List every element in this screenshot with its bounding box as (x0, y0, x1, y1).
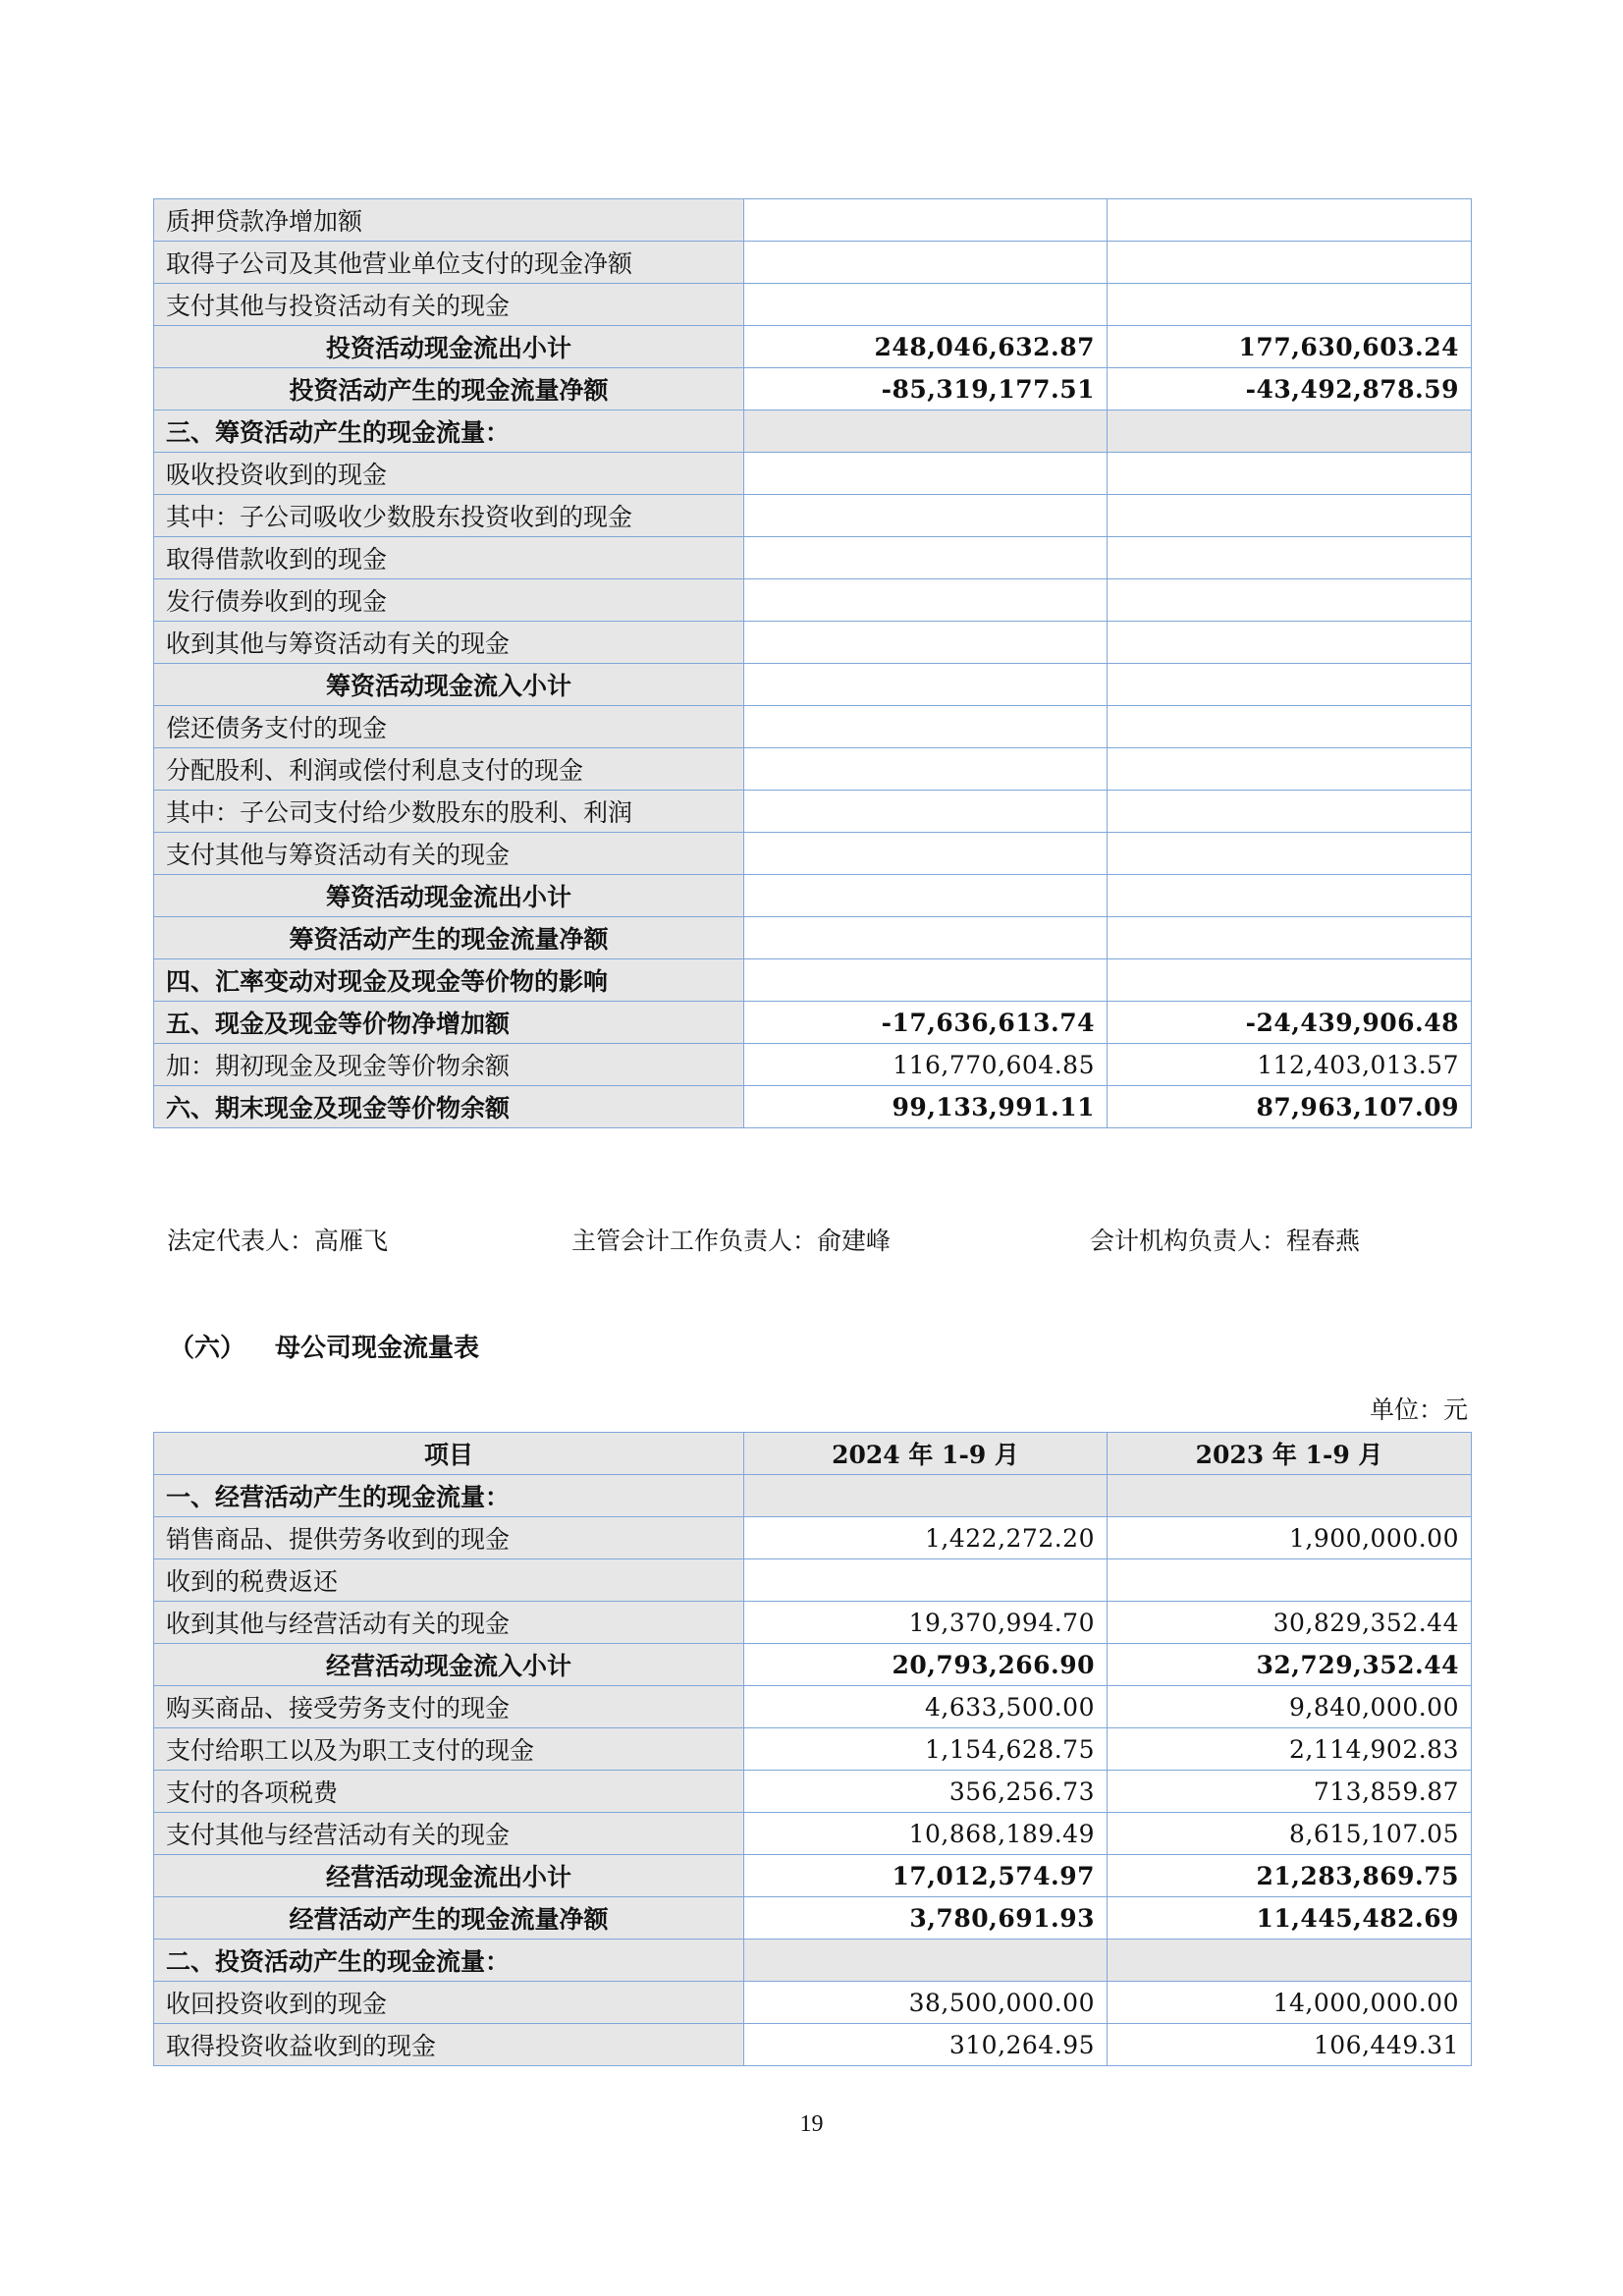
value-2024: 20,793,266.90 (744, 1644, 1108, 1686)
table-row (154, 833, 1472, 875)
table-row (154, 537, 1472, 579)
value-2023 (1108, 579, 1472, 622)
row-label: 五、现金及现金等价物净增加额 (154, 1002, 744, 1044)
value-2023: 14,000,000.00 (1108, 1982, 1472, 2024)
value-2023: 30,829,352.44 (1108, 1602, 1472, 1644)
row-label: 六、期末现金及现金等价物余额 (154, 1086, 744, 1128)
value-2023 (1108, 1475, 1472, 1517)
value-2024: -17,636,613.74 (744, 1002, 1108, 1044)
value-2024 (744, 875, 1108, 917)
value-2023: 32,729,352.44 (1108, 1644, 1472, 1686)
row-label: 取得借款收到的现金 (154, 537, 744, 579)
row-label: 投资活动现金流出小计 (154, 326, 744, 368)
value-2023 (1108, 875, 1472, 917)
header-item: 项目 (154, 1433, 744, 1475)
value-2024 (744, 748, 1108, 791)
table-row (154, 1728, 1472, 1771)
legal-representative-signature: 法定代表人：高雁飞 (167, 1227, 389, 1255)
value-2024 (744, 833, 1108, 875)
value-2024 (744, 917, 1108, 959)
value-2024: 17,012,574.97 (744, 1855, 1108, 1897)
value-2023 (1108, 706, 1472, 748)
value-2023 (1108, 833, 1472, 875)
table-header-row (154, 1433, 1472, 1475)
row-label: 偿还债务支付的现金 (154, 706, 744, 748)
row-label: 一、经营活动产生的现金流量： (154, 1475, 744, 1517)
table-row (154, 1771, 1472, 1813)
row-label: 取得投资收益收到的现金 (154, 2024, 744, 2066)
parent-company-cash-flow-table (153, 1432, 1472, 2066)
table-row (154, 579, 1472, 622)
table-row (154, 622, 1472, 664)
value-2023 (1108, 1559, 1472, 1602)
value-2024 (744, 706, 1108, 748)
value-2023 (1108, 622, 1472, 664)
row-label: 其中：子公司支付给少数股东的股利、利润 (154, 791, 744, 833)
value-2024 (744, 579, 1108, 622)
value-2023 (1108, 242, 1472, 284)
row-label: 收回投资收到的现金 (154, 1982, 744, 2024)
consolidated-cash-flow-table-continued (153, 198, 1472, 1128)
row-label: 筹资活动现金流出小计 (154, 875, 744, 917)
row-label: 支付的各项税费 (154, 1771, 744, 1813)
section-title: 母公司现金流量表 (275, 1334, 480, 1363)
value-2023: 1,900,000.00 (1108, 1517, 1472, 1559)
table-row (154, 1517, 1472, 1559)
value-2024: 1,154,628.75 (744, 1728, 1108, 1771)
value-2024: 310,264.95 (744, 2024, 1108, 2066)
page-number: 19 (799, 2111, 824, 2137)
unit-label: 单位：元 (1369, 1395, 1468, 1424)
section-heading (169, 1328, 479, 1364)
row-label: 支付给职工以及为职工支付的现金 (154, 1728, 744, 1771)
table-row (154, 453, 1472, 495)
section-number: （六） (169, 1334, 246, 1363)
table-row (154, 706, 1472, 748)
table-row (154, 242, 1472, 284)
table-row (154, 2024, 1472, 2066)
table-row (154, 917, 1472, 959)
row-label: 其中：子公司吸收少数股东投资收到的现金 (154, 495, 744, 537)
table-row (154, 1686, 1472, 1728)
header-2024: 2024 年 1-9 月 (744, 1433, 1108, 1475)
value-2023: 87,963,107.09 (1108, 1086, 1472, 1128)
table-row (154, 875, 1472, 917)
value-2023 (1108, 791, 1472, 833)
row-label: 经营活动产生的现金流量净额 (154, 1897, 744, 1940)
value-2024: 1,422,272.20 (744, 1517, 1108, 1559)
table-row (154, 1086, 1472, 1128)
value-2024 (744, 622, 1108, 664)
table-row (154, 284, 1472, 326)
value-2024: 10,868,189.49 (744, 1813, 1108, 1855)
value-2024 (744, 199, 1108, 242)
row-label: 质押贷款净增加额 (154, 199, 744, 242)
value-2024: 116,770,604.85 (744, 1044, 1108, 1086)
value-2023 (1108, 495, 1472, 537)
value-2023: 9,840,000.00 (1108, 1686, 1472, 1728)
table-row (154, 495, 1472, 537)
value-2023: 713,859.87 (1108, 1771, 1472, 1813)
table-row (154, 1813, 1472, 1855)
row-label: 支付其他与筹资活动有关的现金 (154, 833, 744, 875)
value-2024 (744, 242, 1108, 284)
row-label: 吸收投资收到的现金 (154, 453, 744, 495)
row-label: 经营活动现金流出小计 (154, 1855, 744, 1897)
value-2023 (1108, 748, 1472, 791)
accounting-org-head-signature: 会计机构负责人：程春燕 (1090, 1227, 1361, 1255)
accounting-head-signature: 主管会计工作负责人：俞建峰 (571, 1227, 892, 1255)
row-label: 分配股利、利润或偿付利息支付的现金 (154, 748, 744, 791)
row-label: 筹资活动现金流入小计 (154, 664, 744, 706)
value-2023 (1108, 410, 1472, 453)
value-2023 (1108, 1940, 1472, 1982)
value-2023: -43,492,878.59 (1108, 368, 1472, 410)
value-2023: 2,114,902.83 (1108, 1728, 1472, 1771)
value-2023 (1108, 959, 1472, 1002)
table-row (154, 1897, 1472, 1940)
row-label: 收到其他与经营活动有关的现金 (154, 1602, 744, 1644)
row-label: 四、汇率变动对现金及现金等价物的影响 (154, 959, 744, 1002)
row-label: 经营活动现金流入小计 (154, 1644, 744, 1686)
value-2023: 106,449.31 (1108, 2024, 1472, 2066)
row-label: 二、投资活动产生的现金流量： (154, 1940, 744, 1982)
value-2024: 4,633,500.00 (744, 1686, 1108, 1728)
value-2024: 248,046,632.87 (744, 326, 1108, 368)
value-2023 (1108, 453, 1472, 495)
row-label: 发行债券收到的现金 (154, 579, 744, 622)
value-2023: -24,439,906.48 (1108, 1002, 1472, 1044)
table-row (154, 1559, 1472, 1602)
value-2023: 112,403,013.57 (1108, 1044, 1472, 1086)
value-2023 (1108, 284, 1472, 326)
value-2024 (744, 537, 1108, 579)
table-row (154, 326, 1472, 368)
value-2023 (1108, 199, 1472, 242)
row-label: 收到其他与筹资活动有关的现金 (154, 622, 744, 664)
row-label: 三、筹资活动产生的现金流量： (154, 410, 744, 453)
row-label: 取得子公司及其他营业单位支付的现金净额 (154, 242, 744, 284)
row-label: 加：期初现金及现金等价物余额 (154, 1044, 744, 1086)
row-label: 收到的税费返还 (154, 1559, 744, 1602)
row-label: 支付其他与投资活动有关的现金 (154, 284, 744, 326)
value-2024 (744, 410, 1108, 453)
row-label: 投资活动产生的现金流量净额 (154, 368, 744, 410)
table-row (154, 748, 1472, 791)
table-row (154, 368, 1472, 410)
row-label: 筹资活动产生的现金流量净额 (154, 917, 744, 959)
value-2024: 38,500,000.00 (744, 1982, 1108, 2024)
value-2024 (744, 791, 1108, 833)
value-2023: 8,615,107.05 (1108, 1813, 1472, 1855)
row-label: 支付其他与经营活动有关的现金 (154, 1813, 744, 1855)
value-2024 (744, 284, 1108, 326)
table-row (154, 1940, 1472, 1982)
value-2024: 99,133,991.11 (744, 1086, 1108, 1128)
row-label: 销售商品、提供劳务收到的现金 (154, 1517, 744, 1559)
value-2024 (744, 1475, 1108, 1517)
value-2024 (744, 1940, 1108, 1982)
table-row (154, 664, 1472, 706)
value-2024 (744, 959, 1108, 1002)
value-2023: 21,283,869.75 (1108, 1855, 1472, 1897)
row-label: 购买商品、接受劳务支付的现金 (154, 1686, 744, 1728)
value-2023 (1108, 537, 1472, 579)
table-row (154, 1602, 1472, 1644)
value-2023: 177,630,603.24 (1108, 326, 1472, 368)
value-2024: 356,256.73 (744, 1771, 1108, 1813)
value-2024: -85,319,177.51 (744, 368, 1108, 410)
table-body (154, 1433, 1472, 2066)
table-row (154, 410, 1472, 453)
value-2024 (744, 453, 1108, 495)
value-2023 (1108, 664, 1472, 706)
value-2024 (744, 664, 1108, 706)
value-2023 (1108, 917, 1472, 959)
table-row (154, 1044, 1472, 1086)
table-body (154, 199, 1472, 1128)
value-2024 (744, 1559, 1108, 1602)
table-row (154, 1002, 1472, 1044)
header-2023: 2023 年 1-9 月 (1108, 1433, 1472, 1475)
table-row (154, 1644, 1472, 1686)
table-row (154, 1855, 1472, 1897)
table-row (154, 1982, 1472, 2024)
value-2024 (744, 495, 1108, 537)
table-row (154, 791, 1472, 833)
table-row (154, 959, 1472, 1002)
value-2023: 11,445,482.69 (1108, 1897, 1472, 1940)
table-row (154, 1475, 1472, 1517)
value-2024: 3,780,691.93 (744, 1897, 1108, 1940)
value-2024: 19,370,994.70 (744, 1602, 1108, 1644)
table-row (154, 199, 1472, 242)
